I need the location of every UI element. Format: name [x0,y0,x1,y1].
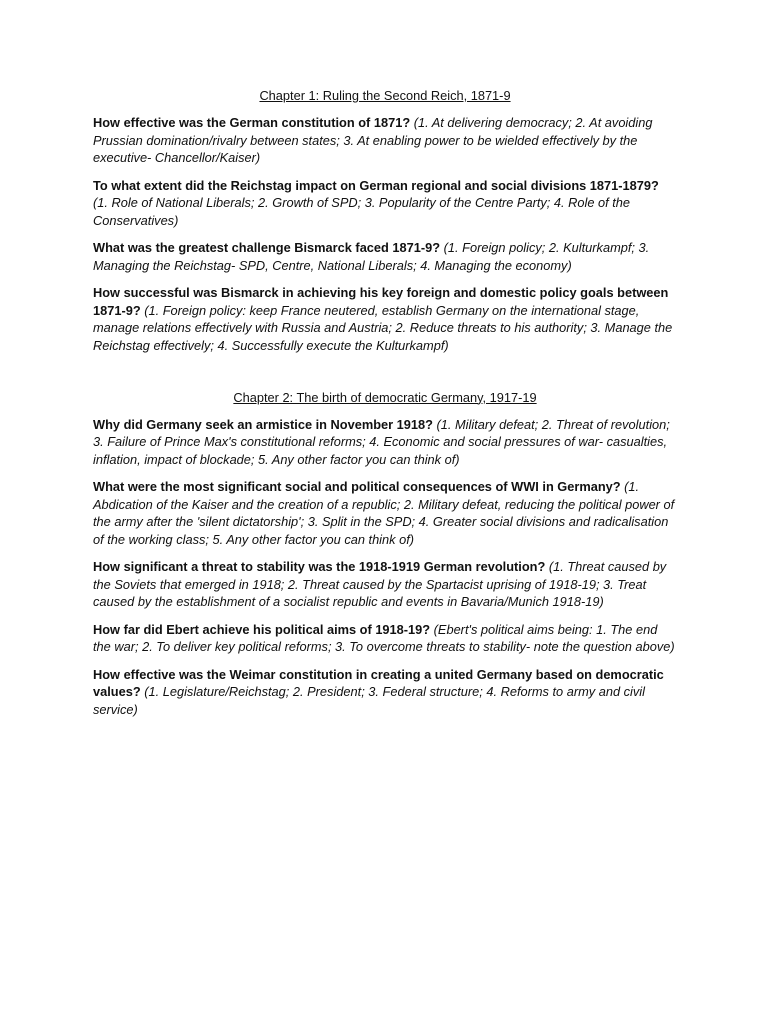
question-text: Why did Germany seek an armistice in November 1918? [93,416,433,432]
chapter-1-section [93,87,677,354]
question-text: How successful was Bismarck in achieving his key foreign and domestic policy goals between 1871-9? [93,285,669,318]
question-text: What was the greatest challenge Bismarck faced 1871-9? [93,240,441,255]
question-item [93,666,677,719]
chapter-2-section [93,389,677,719]
chapter-spacer [93,364,677,389]
question-prompts: (1. Foreign policy; 2. Kulturkampf; 3. Managing the Reichstag- SPD, Centre, National Liberals; 4. Managing the economy) [93,240,650,273]
question-prompts: (1. Role of National Liberals; 2. Growth of SPD; 3. Popularity of the Centre Party; 4. Role of the Conservatives) [93,195,631,228]
question-prompts: (1. Abdication of the Kaiser and the creation of a republic; 2. Military defeat, reducing the political power of the army after the 'silent dictatorship'; 3. Split in the SPD; 4. Greater social divisions and radicalisation of the working class; 5. Any other factor you can think of) [93,479,675,547]
document-page [93,87,677,728]
chapter-1-heading: Chapter 1: Ruling the Second Reich, 1871-9 [259,88,511,103]
question-item [93,416,677,469]
question-prompts: (1. Threat caused by the Soviets that emerged in 1918; 2. Threat caused by the Spartacist uprising of 1918-19; 3. Treat caused by the establishment of a socialist republic and events in Bavaria/Munich 1918-19) [93,559,667,609]
question-item [93,177,677,230]
question-text: How effective was the German constitution of 1871? [93,115,411,130]
question-text: How effective was the Weimar constitution in creating a united Germany based on democratic values? [93,666,664,699]
question-text: What were the most significant social and political consequences of WWI in Germany? [93,479,621,494]
question-item [93,478,677,548]
question-prompts: (Ebert's political aims being: 1. The end the war; 2. To deliver key political reforms; 3. To overcome threats to stability- note the question above) [93,621,675,654]
question-prompts: (1. Military defeat; 2. Threat of revolution; 3. Failure of Prince Max's constitutional reforms; 4. Economic and social pressures of war- casualties, inflation, impact of blockade; 5. Any other factor you can think of) [93,416,670,467]
question-prompts: (1. Legislature/Reichstag; 2. President; 3. Federal structure; 4. Reforms to army and civil service) [93,684,645,717]
question-item [93,621,677,656]
question-item [93,114,677,167]
question-item [93,558,677,611]
chapter-2-heading: Chapter 2: The birth of democratic Germany, 1917-19 [233,389,537,405]
question-prompts: (1. Foreign policy: keep France neutered, establish Germany on the international stage, manage relations effectively with Russia and Austria; 2. Reduce threats to his authority; 3. Manage the Reichstag effectively; 4. Successfully execute the Kulturkampf) [93,302,673,353]
question-prompts: (1. At delivering democracy; 2. At avoiding Prussian domination/rivalry between states; 3. At enabling power to be wielded effectively by the executive- Chancellor/Kaiser) [93,115,653,165]
question-item [93,239,677,274]
question-text: How far did Ebert achieve his political aims of 1918-19? [93,621,431,637]
question-text: To what extent did the Reichstag impact on German regional and social divisions 1871-1879? [93,177,659,193]
question-text: How significant a threat to stability was the 1918-1919 German revolution? [93,559,546,574]
question-item [93,284,677,354]
